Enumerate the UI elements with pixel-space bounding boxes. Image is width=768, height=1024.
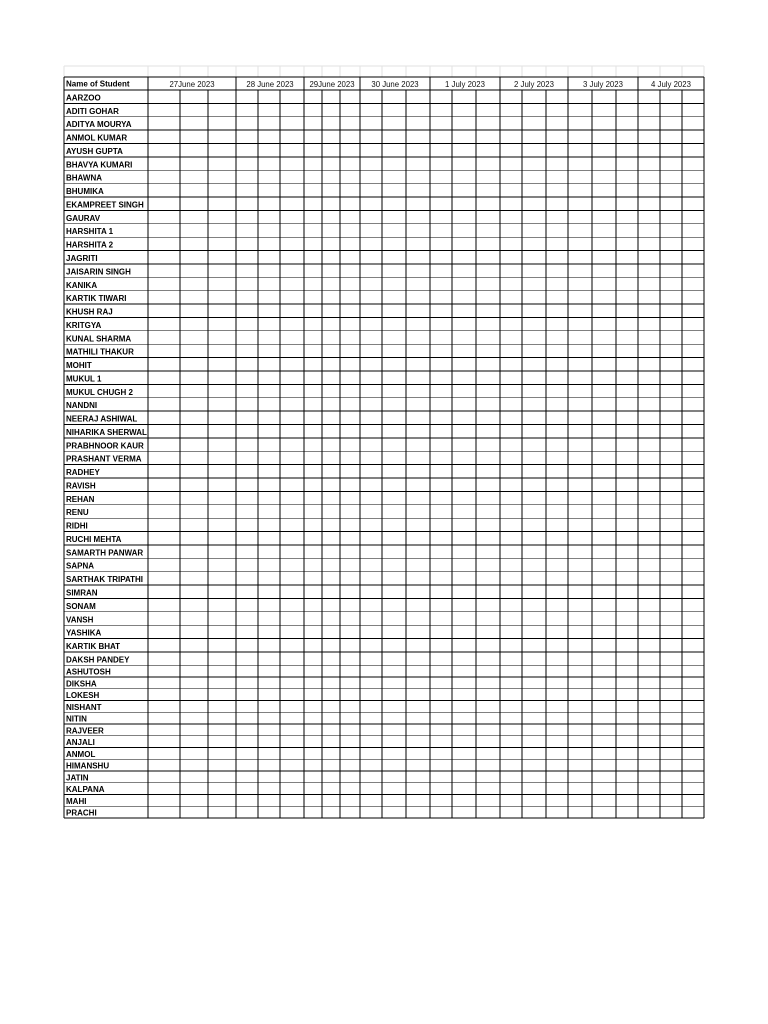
student-name: ANJALI <box>66 738 95 748</box>
student-name: KRITGYA <box>66 320 102 330</box>
student-name: NIHARIKA SHERWAL <box>66 427 147 437</box>
student-name: RENU <box>66 508 89 518</box>
date-header: 29June 2023 <box>309 80 355 89</box>
student-name: DIKSHA <box>66 679 97 689</box>
table-grid <box>64 66 704 818</box>
student-name: MOHIT <box>66 361 92 371</box>
student-name: BHAWNA <box>66 173 102 183</box>
student-name: ASHUTOSH <box>66 667 111 677</box>
student-name: AARZOO <box>66 93 101 103</box>
student-name: JATIN <box>66 773 89 783</box>
student-name: RADHEY <box>66 468 100 478</box>
student-name: NEERAJ ASHIWAL <box>66 414 138 424</box>
student-name: SARTHAK TRIPATHI <box>66 575 144 585</box>
student-name: KALPANA <box>66 785 105 795</box>
student-name: LOKESH <box>66 691 100 701</box>
student-name: KANIKA <box>66 280 98 290</box>
student-name: KARTIK TIWARI <box>66 294 127 304</box>
student-name: MATHILI THAKUR <box>66 347 134 357</box>
student-name: RIDHI <box>66 521 88 531</box>
student-name-column <box>66 93 147 817</box>
student-name: BHUMIKA <box>66 187 104 197</box>
student-name: KHUSH RAJ <box>66 307 113 317</box>
student-name: MUKUL CHUGH 2 <box>66 387 133 397</box>
student-name: HARSHITA 1 <box>66 227 114 237</box>
student-name: RAJVEER <box>66 726 104 736</box>
student-name: NITIN <box>66 714 87 724</box>
student-name: BHAVYA KUMARI <box>66 160 133 170</box>
student-name: REHAN <box>66 494 95 504</box>
date-header: 30 June 2023 <box>371 80 419 89</box>
student-name: KARTIK BHAT <box>66 642 121 652</box>
date-header: 1 July 2023 <box>445 80 485 89</box>
student-name: PRACHI <box>66 808 97 818</box>
name-of-student-header: Name of Student <box>66 79 130 89</box>
student-name: GAURAV <box>66 213 101 223</box>
student-name: SAPNA <box>66 561 95 571</box>
student-name: SAMARTH PANWAR <box>66 548 144 558</box>
date-header: 27June 2023 <box>169 80 215 89</box>
student-name: SONAM <box>66 601 96 611</box>
student-name: ANMOL <box>66 749 96 759</box>
student-name: MUKUL 1 <box>66 374 102 384</box>
student-name: HIMANSHU <box>66 761 110 771</box>
date-header: 3 July 2023 <box>583 80 623 89</box>
date-header: 4 July 2023 <box>651 80 691 89</box>
student-name: EKAMPREET SINGH <box>66 200 144 210</box>
student-name: NANDNI <box>66 401 98 411</box>
student-name: RUCHI MEHTA <box>66 534 122 544</box>
student-name: PRASHANT VERMA <box>66 454 142 464</box>
student-name: AYUSH GUPTA <box>66 146 123 156</box>
student-name: KUNAL SHARMA <box>66 334 132 344</box>
date-header: 28 June 2023 <box>246 80 294 89</box>
student-name: ADITI GOHAR <box>66 106 119 116</box>
student-name: DAKSH PANDEY <box>66 655 130 665</box>
student-name: JAISARIN SINGH <box>66 267 131 277</box>
student-name: PRABHNOOR KAUR <box>66 441 144 451</box>
student-name: VANSH <box>66 615 94 625</box>
student-name: SIMRAN <box>66 588 98 598</box>
student-name: HARSHITA 2 <box>66 240 114 250</box>
student-name: MAHI <box>66 796 87 806</box>
student-name: RAVISH <box>66 481 96 491</box>
student-name: ADITYA MOURYA <box>66 120 132 130</box>
date-header: 2 July 2023 <box>514 80 554 89</box>
student-name: ANMOL KUMAR <box>66 133 128 143</box>
header-row <box>66 79 691 89</box>
student-name: NISHANT <box>66 702 102 712</box>
student-name: JAGRITI <box>66 253 98 263</box>
student-name: YASHIKA <box>66 628 102 638</box>
